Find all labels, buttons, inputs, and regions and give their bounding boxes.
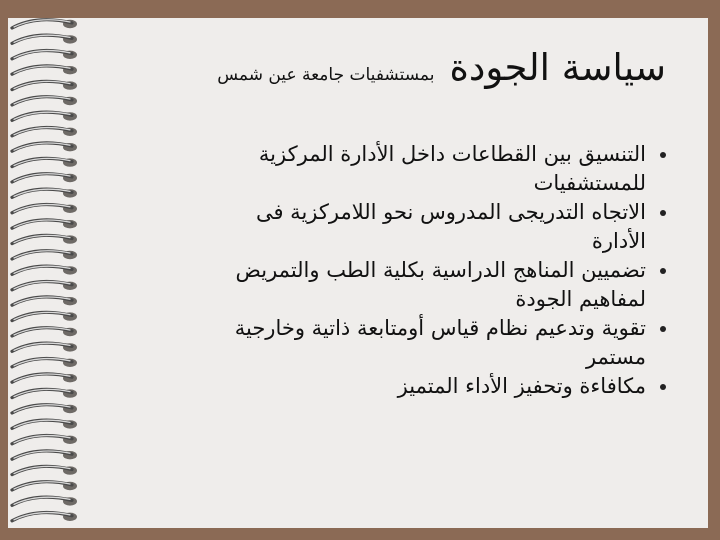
spiral-ring-icon (12, 235, 77, 243)
spiral-ring-icon (12, 482, 77, 490)
spiral-ring-icon (12, 128, 77, 136)
spiral-ring-icon (12, 389, 77, 397)
bullet-dot-icon (660, 152, 666, 158)
page-title: سياسة الجودة (449, 46, 666, 89)
bullet-item (126, 198, 666, 256)
spiral-ring-icon (12, 343, 77, 351)
spiral-ring-icon (12, 81, 77, 89)
bullet-text-line: مكافاءة وتحفيز الأداء المتميز (397, 374, 646, 398)
bullet-dot-icon (660, 326, 666, 332)
spiral-ring-icon (12, 158, 77, 166)
spiral-ring-icon (12, 35, 77, 43)
bullet-dot-icon (660, 210, 666, 216)
bullet-text-line: للمستشفيات (533, 171, 646, 195)
spiral-ring-icon (12, 220, 77, 228)
spiral-ring-icon (12, 97, 77, 105)
bullet-dot-icon (660, 268, 666, 274)
spiral-ring-icon (12, 420, 77, 428)
bullet-text-line: مستمر (585, 345, 646, 369)
spiral-ring-icon (12, 436, 77, 444)
title-block (96, 46, 666, 100)
bullet-text-line: الاتجاه التدريجى المدروس نحو اللامركزية فى (255, 200, 646, 224)
bullet-dot-icon (660, 384, 666, 390)
bullet-text-line: الأدارة (591, 229, 646, 253)
spiral-ring-icon (12, 51, 77, 59)
spiral-ring-icon (12, 20, 77, 28)
spiral-ring-icon (12, 174, 77, 182)
spiral-ring-icon (12, 205, 77, 213)
spiral-ring-icon (12, 374, 77, 382)
spiral-ring-icon (12, 282, 77, 290)
bullet-text-line: تقوية وتدعيم نظام قياس أومتابعة ذاتية وخارجية (234, 316, 646, 340)
bullet-text-line: التنسيق بين القطاعات داخل الأدارة المركزية (258, 142, 646, 166)
bullet-list (126, 140, 666, 401)
bullet-item (126, 314, 666, 372)
spiral-ring-icon (12, 513, 77, 521)
spiral-ring-icon (12, 405, 77, 413)
spiral-ring-icon (12, 66, 77, 74)
spiral-ring-icon (12, 497, 77, 505)
spiral-ring-icon (12, 466, 77, 474)
bullet-text-line: لمفاهيم الجودة (515, 287, 646, 311)
bullet-text-line: تضميين المناهج الدراسية بكلية الطب والتمريض (235, 258, 646, 282)
spiral-ring-icon (12, 189, 77, 197)
spiral-ring-icon (12, 297, 77, 305)
spiral-ring-icon (12, 112, 77, 120)
spiral-ring-icon (12, 143, 77, 151)
bullet-item (126, 256, 666, 314)
spiral-binding-icon (0, 14, 90, 530)
spiral-ring-icon (12, 451, 77, 459)
bullet-item (126, 140, 666, 198)
page-subtitle: بمستشفيات جامعة عين شمس (217, 65, 435, 85)
bullet-item (126, 372, 666, 401)
spiral-ring-icon (12, 251, 77, 259)
spiral-ring-icon (12, 328, 77, 336)
spiral-ring-icon (12, 312, 77, 320)
spiral-ring-icon (12, 266, 77, 274)
spiral-ring-icon (12, 359, 77, 367)
